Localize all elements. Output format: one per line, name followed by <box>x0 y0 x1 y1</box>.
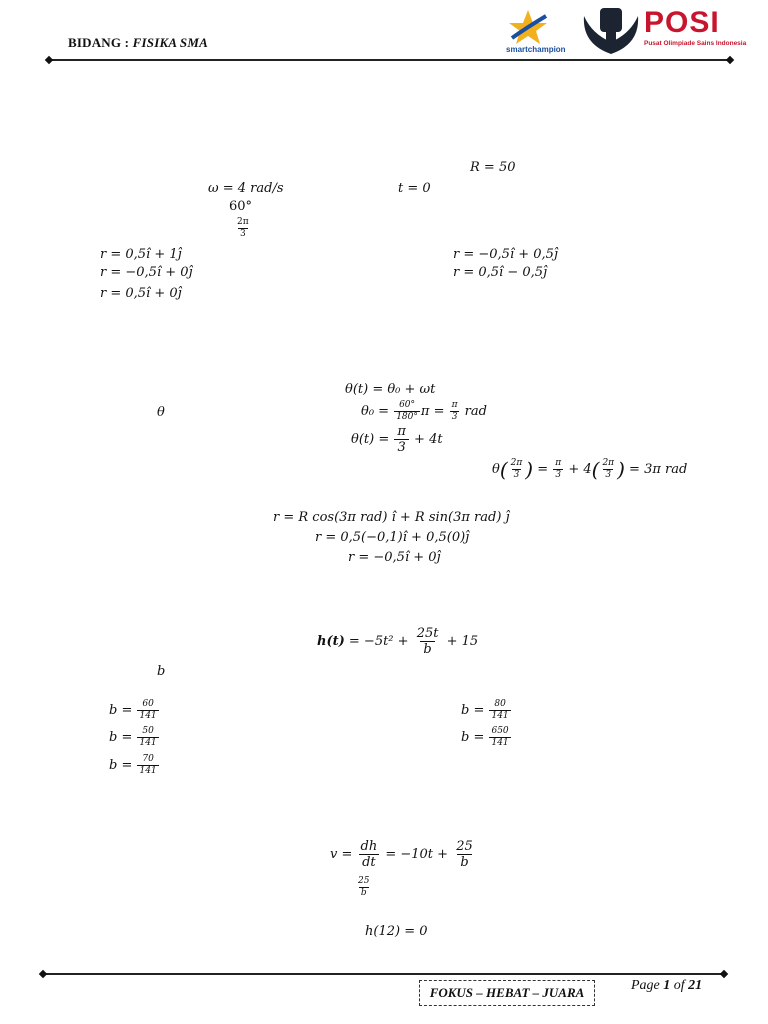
sol2-velocity-mid: = −10t + <box>381 847 453 862</box>
q1-omega: ω = 4 rad/s <box>208 181 284 196</box>
sol1-eq-position-result: r = −0,5î + 0ĵ <box>348 550 441 565</box>
q1-angle: 60° <box>229 199 253 214</box>
sol2-velocity-r-num: 25 <box>456 839 473 854</box>
q1-option-a: r = 0,5î + 1ĵ <box>100 247 182 262</box>
sol2-h12: h(12) = 0 <box>365 924 428 939</box>
q1-option-b: r = −0,5î + 0ĵ <box>100 265 193 280</box>
sol1-eq-theta-value-arg2-den: 3 <box>605 470 612 480</box>
sol1-eq-position-general: r = R cos(3π rad) î + R sin(3π rad) ĵ <box>273 510 510 525</box>
star-icon <box>506 8 550 46</box>
posi-text: POSI <box>644 6 720 39</box>
sol1-eq-theta0-lhs: θ₀ = <box>361 404 394 419</box>
footer-rule-right-end <box>720 970 728 978</box>
field-title <box>68 35 208 51</box>
q1-fraction-den: 3 <box>239 229 246 239</box>
q2-option-d-num: 80 <box>494 699 506 709</box>
sol1-eq-theta-value-arg2-num: 2π <box>602 458 615 468</box>
sol1-eq-theta-t-rhs: + 4t <box>409 432 443 447</box>
sol1-eq-theta-value-eq: = <box>533 462 553 477</box>
sol2-velocity-r-den: b <box>457 854 471 869</box>
page-of: of <box>670 978 689 993</box>
smartchampion-logo <box>506 8 572 56</box>
sol2-small-fraction <box>355 877 372 898</box>
sol1-eq-angle-general: θ(t) = θ₀ + ωt <box>345 382 436 397</box>
sol2-small-num: 25 <box>358 876 370 886</box>
q2-b-symbol: b <box>157 664 166 679</box>
q2-option-b-num: 50 <box>142 726 154 736</box>
sol1-eq-position-sub: r = 0,5(−0,1)î + 0,5(0)ĵ <box>315 530 470 545</box>
q2-height-rhs: + 15 <box>442 634 479 649</box>
sol1-eq-theta-value-arg-den: 3 <box>513 470 520 480</box>
sol1-eq-theta-t <box>351 425 443 454</box>
q2-option-a-num: 60 <box>142 699 154 709</box>
sol1-eq-theta-value-pi-den: 3 <box>555 470 562 480</box>
header-rule-left-end <box>45 56 53 64</box>
sol1-eq-theta-t-lhs: θ(t) = <box>351 432 394 447</box>
sol2-velocity-eq <box>330 840 477 869</box>
sol1-eq-theta0-pi-den: 3 <box>451 412 458 422</box>
trophy-icon <box>580 4 642 56</box>
sol1-eq-theta-value-rhs: = 3π rad <box>624 462 688 477</box>
q2-option-c-den: 141 <box>139 766 157 776</box>
q2-height-mid: = −5t² + <box>344 634 413 649</box>
sol2-velocity-den: dt <box>359 854 379 869</box>
sol1-eq-theta-t-den: 3 <box>394 439 408 454</box>
q2-height-num: 25t <box>416 626 439 641</box>
q1-fraction-num: 2π <box>237 217 249 227</box>
posi-logo <box>580 4 747 56</box>
sol2-velocity-lhs: v = <box>330 847 357 862</box>
page-total: 21 <box>688 978 703 993</box>
q2-option-b-den: 141 <box>139 738 157 748</box>
q2-option-a <box>109 700 160 721</box>
sol1-eq-theta-t-num: π <box>397 424 406 439</box>
footer-rule-left-end <box>39 970 47 978</box>
footer-rule <box>44 973 724 975</box>
q2-option-d <box>461 700 512 721</box>
q2-option-a-lhs: b = <box>109 703 137 718</box>
footer-motto: FOKUS – HEBAT – JUARA <box>419 980 595 1006</box>
q2-option-e <box>461 727 512 748</box>
q2-option-d-den: 141 <box>491 711 509 721</box>
q2-option-c <box>109 755 160 776</box>
sol1-theta-symbol: θ <box>157 405 165 420</box>
q2-option-a-den: 141 <box>139 711 157 721</box>
header-rule <box>50 59 731 61</box>
q2-height-den: b <box>420 641 434 656</box>
sol1-eq-theta0-pi-num: π <box>451 400 458 410</box>
q2-option-e-lhs: b = <box>461 730 489 745</box>
q2-option-c-lhs: b = <box>109 758 137 773</box>
q2-height-function <box>317 627 478 656</box>
q1-option-d: r = −0,5î + 0,5ĵ <box>453 247 558 262</box>
sol2-small-den: b <box>360 888 367 898</box>
q1-fraction <box>234 218 252 239</box>
field-label: BIDANG : <box>68 35 133 50</box>
sol1-eq-theta0-den: 180° <box>396 412 418 422</box>
q1-option-e: r = 0,5î − 0,5ĵ <box>453 265 548 280</box>
page-current: 1 <box>663 978 671 993</box>
q2-height-lhs: h(t) <box>317 634 345 649</box>
sol1-eq-theta0 <box>361 401 487 422</box>
q2-option-e-num: 650 <box>491 726 509 736</box>
page-number <box>631 978 702 994</box>
sol1-eq-theta-value-lhs: θ <box>492 462 500 477</box>
sol1-eq-theta-value: θ( $\frac{2\pi}{3}$ ) = $\frac{\pi}{3}$ + 4( $\frac{2\pi}{3}$ ) = 3π rad <box>492 457 688 482</box>
page-prefix: Page <box>631 978 664 993</box>
sol2-velocity-num: dh <box>360 839 378 854</box>
sol1-eq-theta0-num: 60° <box>399 400 416 410</box>
q2-option-b-lhs: b = <box>109 730 137 745</box>
q1-radius: R = 50 <box>470 160 516 175</box>
header-rule-right-end <box>726 56 734 64</box>
field-value: FISIKA SMA <box>132 35 208 50</box>
sol1-eq-theta0-unit: rad <box>460 404 487 419</box>
q2-option-b <box>109 727 160 748</box>
q2-option-c-num: 70 <box>142 754 154 764</box>
sol1-eq-theta0-mid: π = <box>420 404 449 419</box>
sol1-eq-theta-value-pi-num: π <box>555 458 562 468</box>
sol1-eq-theta-value-plus: + 4 <box>564 462 592 477</box>
smartchampion-text: smartchampion <box>506 45 566 54</box>
q2-option-d-lhs: b = <box>461 703 489 718</box>
posi-subtitle: Pusat Olimpiade Sains Indonesia <box>644 40 747 47</box>
q1-time-zero: t = 0 <box>398 181 431 196</box>
q2-option-e-den: 141 <box>491 738 509 748</box>
q1-option-c: r = 0,5î + 0ĵ <box>100 286 182 301</box>
sol1-eq-theta-value-arg-num: 2π <box>510 458 523 468</box>
